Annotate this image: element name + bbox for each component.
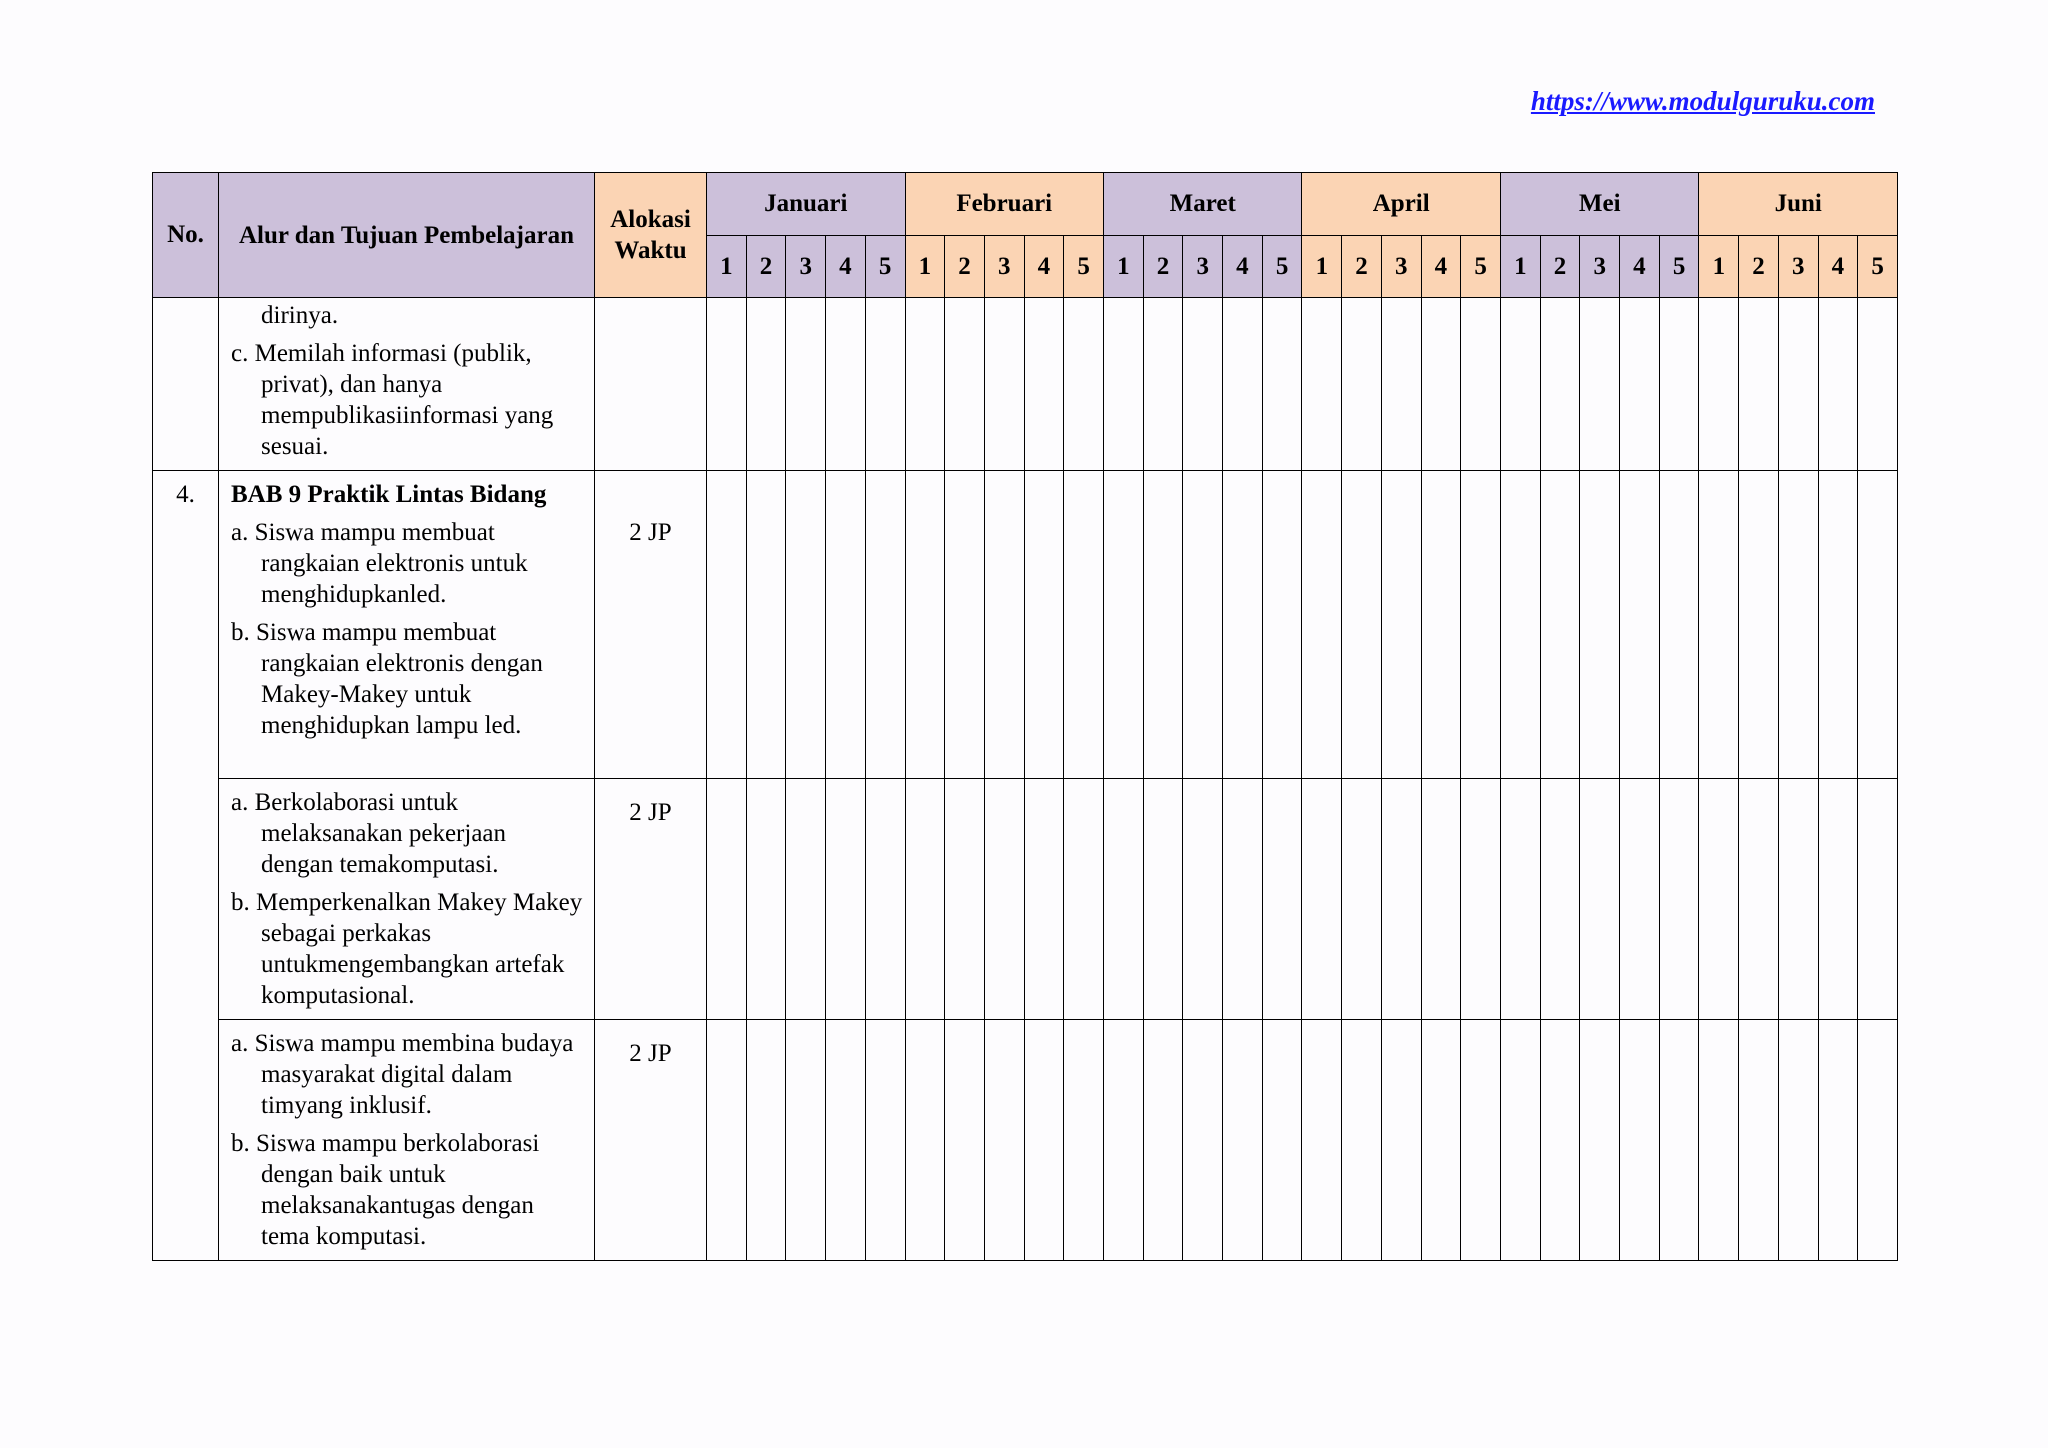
schedule-cell[interactable] bbox=[1659, 1020, 1699, 1261]
schedule-cell[interactable] bbox=[1580, 471, 1620, 779]
schedule-cell[interactable] bbox=[1699, 779, 1739, 1020]
schedule-cell[interactable] bbox=[945, 1020, 985, 1261]
header-week: 3 bbox=[786, 236, 826, 298]
header-month: Maret bbox=[1103, 173, 1302, 236]
schedule-cell[interactable] bbox=[707, 471, 747, 779]
schedule-cell[interactable] bbox=[1223, 1020, 1263, 1261]
schedule-cell[interactable] bbox=[1103, 779, 1143, 1020]
table-row bbox=[153, 1020, 1898, 1261]
schedule-cell[interactable] bbox=[1262, 779, 1302, 1020]
schedule-cell[interactable] bbox=[1421, 779, 1461, 1020]
source-link[interactable]: https://www.modulguruku.com bbox=[1530, 86, 1875, 116]
header-week: 5 bbox=[1461, 236, 1501, 298]
schedule-cell[interactable] bbox=[1739, 1020, 1779, 1261]
schedule-cell[interactable] bbox=[1302, 779, 1342, 1020]
objective-item: b. Siswa mampu berkolaborasi dengan baik untuk melaksanakantugas dengan tema komputasi. bbox=[231, 1130, 540, 1250]
header-week: 1 bbox=[1699, 236, 1739, 298]
schedule-cell[interactable] bbox=[1620, 779, 1660, 1020]
schedule-cell[interactable] bbox=[984, 298, 1024, 471]
schedule-cell[interactable] bbox=[1699, 298, 1739, 471]
schedule-cell[interactable] bbox=[746, 1020, 786, 1261]
header-week: 2 bbox=[1342, 236, 1382, 298]
schedule-cell[interactable] bbox=[905, 298, 945, 471]
schedule-cell[interactable] bbox=[707, 779, 747, 1020]
schedule-cell[interactable] bbox=[1064, 1020, 1104, 1261]
schedule-cell[interactable] bbox=[1143, 779, 1183, 1020]
table-row bbox=[153, 471, 1898, 779]
objective-item: c. Memilah informasi (publik, privat), dan hanya mempublikasiinformasi yang sesuai. bbox=[231, 340, 554, 460]
schedule-cell[interactable] bbox=[1342, 298, 1382, 471]
schedule-cell[interactable] bbox=[905, 1020, 945, 1261]
header-week: 5 bbox=[1064, 236, 1104, 298]
schedule-cell[interactable] bbox=[746, 779, 786, 1020]
row-number bbox=[153, 1020, 219, 1261]
schedule-cell[interactable] bbox=[1103, 298, 1143, 471]
schedule-cell[interactable] bbox=[945, 471, 985, 779]
schedule-cell[interactable] bbox=[826, 471, 866, 779]
schedule-cell[interactable] bbox=[865, 1020, 905, 1261]
continued-text: dirinya. bbox=[261, 302, 339, 329]
schedule-cell[interactable] bbox=[1461, 1020, 1501, 1261]
header-week: 1 bbox=[1302, 236, 1342, 298]
schedule-cell[interactable] bbox=[1103, 1020, 1143, 1261]
alur-cell bbox=[219, 471, 595, 779]
schedule-cell[interactable] bbox=[865, 471, 905, 779]
schedule-cell[interactable] bbox=[865, 779, 905, 1020]
header-week: 3 bbox=[1778, 236, 1818, 298]
schedule-cell[interactable] bbox=[1818, 779, 1858, 1020]
schedule-cell[interactable] bbox=[1818, 471, 1858, 779]
schedule-cell[interactable] bbox=[1262, 471, 1302, 779]
schedule-cell[interactable] bbox=[1143, 1020, 1183, 1261]
alur-cell bbox=[219, 779, 595, 1020]
schedule-cell[interactable] bbox=[1183, 779, 1223, 1020]
schedule-cell[interactable] bbox=[1858, 471, 1898, 779]
header-no: No. bbox=[153, 173, 219, 298]
schedule-cell[interactable] bbox=[707, 1020, 747, 1261]
schedule-cell[interactable] bbox=[1580, 1020, 1620, 1261]
schedule-cell[interactable] bbox=[1302, 1020, 1342, 1261]
objective-item: b. Siswa mampu membuat rangkaian elektronis dengan Makey-Makey untuk menghidupkan lampu led. bbox=[231, 619, 543, 739]
schedule-cell[interactable] bbox=[1143, 298, 1183, 471]
header-week: 3 bbox=[984, 236, 1024, 298]
header-week: 5 bbox=[1262, 236, 1302, 298]
schedule-cell[interactable] bbox=[1381, 779, 1421, 1020]
schedule-cell[interactable] bbox=[1262, 1020, 1302, 1261]
header-week: 1 bbox=[905, 236, 945, 298]
alur-cell bbox=[219, 298, 595, 471]
schedule-cell[interactable] bbox=[1381, 1020, 1421, 1261]
schedule-cell[interactable] bbox=[1461, 471, 1501, 779]
schedule-cell[interactable] bbox=[984, 779, 1024, 1020]
header-week: 5 bbox=[1858, 236, 1898, 298]
schedule-cell[interactable] bbox=[945, 298, 985, 471]
schedule-cell[interactable] bbox=[786, 298, 826, 471]
header-row-months bbox=[153, 173, 1898, 236]
schedule-cell[interactable] bbox=[1342, 779, 1382, 1020]
schedule-cell[interactable] bbox=[1778, 471, 1818, 779]
row-number bbox=[153, 298, 219, 471]
schedule-cell[interactable] bbox=[1064, 298, 1104, 471]
schedule-cell[interactable] bbox=[1024, 298, 1064, 471]
schedule-cell[interactable] bbox=[1024, 779, 1064, 1020]
header-week: 1 bbox=[707, 236, 747, 298]
schedule-cell[interactable] bbox=[1739, 471, 1779, 779]
schedule-cell[interactable] bbox=[1620, 1020, 1660, 1261]
schedule-cell[interactable] bbox=[1778, 779, 1818, 1020]
schedule-cell[interactable] bbox=[1778, 1020, 1818, 1261]
schedule-cell[interactable] bbox=[1103, 471, 1143, 779]
header-week: 2 bbox=[945, 236, 985, 298]
header-week: 4 bbox=[1223, 236, 1263, 298]
schedule-cell[interactable] bbox=[1500, 1020, 1540, 1261]
schedule-cell[interactable] bbox=[1540, 1020, 1580, 1261]
schedule-cell[interactable] bbox=[1421, 298, 1461, 471]
schedule-cell[interactable] bbox=[1580, 298, 1620, 471]
alokasi-cell bbox=[595, 298, 707, 471]
schedule-cell[interactable] bbox=[1183, 471, 1223, 779]
table-row bbox=[153, 298, 1898, 471]
header-month: Februari bbox=[905, 173, 1103, 236]
schedule-cell[interactable] bbox=[1580, 779, 1620, 1020]
header-month: Mei bbox=[1500, 173, 1699, 236]
schedule-cell[interactable] bbox=[786, 471, 826, 779]
header-week: 1 bbox=[1500, 236, 1540, 298]
schedule-cell[interactable] bbox=[945, 779, 985, 1020]
schedule-cell[interactable] bbox=[1183, 1020, 1223, 1261]
schedule-cell[interactable] bbox=[1461, 298, 1501, 471]
chapter-title: BAB 9 Praktik Lintas Bidang bbox=[231, 481, 547, 508]
row-number bbox=[153, 779, 219, 1020]
schedule-cell[interactable] bbox=[746, 471, 786, 779]
schedule-cell[interactable] bbox=[826, 779, 866, 1020]
header-week: 5 bbox=[1659, 236, 1699, 298]
schedule-cell[interactable] bbox=[826, 298, 866, 471]
header-alokasi: Alokasi Waktu bbox=[595, 173, 707, 298]
alokasi-cell: 2 JP bbox=[595, 1020, 707, 1261]
schedule-cell[interactable] bbox=[1064, 779, 1104, 1020]
schedule-cell[interactable] bbox=[1381, 471, 1421, 779]
schedule-cell[interactable] bbox=[786, 1020, 826, 1261]
schedule-cell[interactable] bbox=[786, 779, 826, 1020]
schedule-cell[interactable] bbox=[1659, 471, 1699, 779]
schedule-cell[interactable] bbox=[1858, 779, 1898, 1020]
header-week: 2 bbox=[1143, 236, 1183, 298]
header-week: 1 bbox=[1103, 236, 1143, 298]
alokasi-cell: 2 JP bbox=[595, 779, 707, 1020]
header-week: 3 bbox=[1580, 236, 1620, 298]
schedule-cell[interactable] bbox=[1778, 298, 1818, 471]
header-month: April bbox=[1302, 173, 1501, 236]
schedule-cell[interactable] bbox=[707, 298, 747, 471]
schedule-cell[interactable] bbox=[1183, 298, 1223, 471]
schedule-cell[interactable] bbox=[1699, 471, 1739, 779]
schedule-cell[interactable] bbox=[826, 1020, 866, 1261]
schedule-cell[interactable] bbox=[1500, 298, 1540, 471]
schedule-cell[interactable] bbox=[905, 779, 945, 1020]
schedule-cell[interactable] bbox=[1064, 471, 1104, 779]
schedule-cell[interactable] bbox=[1342, 471, 1382, 779]
table-row bbox=[153, 779, 1898, 1020]
schedule-cell[interactable] bbox=[1540, 779, 1580, 1020]
schedule-cell[interactable] bbox=[1421, 471, 1461, 779]
schedule-cell[interactable] bbox=[1500, 471, 1540, 779]
header-week: 4 bbox=[1620, 236, 1660, 298]
schedule-cell[interactable] bbox=[984, 471, 1024, 779]
header-week: 4 bbox=[1421, 236, 1461, 298]
schedule-cell[interactable] bbox=[1739, 298, 1779, 471]
objective-item: b. Memperkenalkan Makey Makey sebagai perkakas untukmengembangkan artefak komputasional. bbox=[231, 889, 583, 1009]
schedule-cell[interactable] bbox=[1858, 298, 1898, 471]
schedule-cell[interactable] bbox=[746, 298, 786, 471]
schedule-cell[interactable] bbox=[1620, 471, 1660, 779]
schedule-cell[interactable] bbox=[1262, 298, 1302, 471]
header-week: 5 bbox=[865, 236, 905, 298]
objective-item: a. Siswa mampu membuat rangkaian elektronis untuk menghidupkanled. bbox=[231, 519, 528, 608]
schedule-cell[interactable] bbox=[1342, 1020, 1382, 1261]
schedule-cell[interactable] bbox=[1302, 471, 1342, 779]
schedule-cell[interactable] bbox=[1024, 1020, 1064, 1261]
schedule-cell[interactable] bbox=[1223, 471, 1263, 779]
schedule-cell[interactable] bbox=[1739, 779, 1779, 1020]
schedule-cell[interactable] bbox=[1421, 1020, 1461, 1261]
header-week: 4 bbox=[1024, 236, 1064, 298]
schedule-cell[interactable] bbox=[865, 298, 905, 471]
schedule-cell[interactable] bbox=[1461, 779, 1501, 1020]
schedule-cell[interactable] bbox=[1540, 298, 1580, 471]
schedule-cell[interactable] bbox=[905, 471, 945, 779]
schedule-cell[interactable] bbox=[1223, 298, 1263, 471]
alur-cell bbox=[219, 1020, 595, 1261]
header-week: 2 bbox=[1739, 236, 1779, 298]
schedule-cell[interactable] bbox=[1143, 471, 1183, 779]
alokasi-cell: 2 JP bbox=[595, 471, 707, 779]
schedule-cell[interactable] bbox=[984, 1020, 1024, 1261]
schedule-cell[interactable] bbox=[1818, 298, 1858, 471]
schedule-cell[interactable] bbox=[1381, 298, 1421, 471]
schedule-cell[interactable] bbox=[1024, 471, 1064, 779]
schedule-cell[interactable] bbox=[1659, 779, 1699, 1020]
header-week: 4 bbox=[1818, 236, 1858, 298]
schedule-cell[interactable] bbox=[1223, 779, 1263, 1020]
schedule-cell[interactable] bbox=[1302, 298, 1342, 471]
schedule-cell[interactable] bbox=[1659, 298, 1699, 471]
schedule-cell[interactable] bbox=[1699, 1020, 1739, 1261]
header-week: 2 bbox=[1540, 236, 1580, 298]
schedule-cell[interactable] bbox=[1500, 779, 1540, 1020]
objective-item: a. Berkolaborasi untuk melaksanakan pekerjaan dengan temakomputasi. bbox=[231, 789, 507, 878]
schedule-cell[interactable] bbox=[1818, 1020, 1858, 1261]
learning-schedule-table bbox=[152, 172, 1898, 1261]
row-number: 4. bbox=[153, 471, 219, 779]
header-month: Juni bbox=[1699, 173, 1898, 236]
header-week: 2 bbox=[746, 236, 786, 298]
schedule-cell[interactable] bbox=[1620, 298, 1660, 471]
objective-item: a. Siswa mampu membina budaya masyarakat digital dalam timyang inklusif. bbox=[231, 1030, 574, 1119]
header-week: 3 bbox=[1381, 236, 1421, 298]
header-month: Januari bbox=[707, 173, 906, 236]
header-week: 3 bbox=[1183, 236, 1223, 298]
schedule-cell[interactable] bbox=[1858, 1020, 1898, 1261]
header-alur: Alur dan Tujuan Pembelajaran bbox=[219, 173, 595, 298]
header-week: 4 bbox=[826, 236, 866, 298]
schedule-cell[interactable] bbox=[1540, 471, 1580, 779]
